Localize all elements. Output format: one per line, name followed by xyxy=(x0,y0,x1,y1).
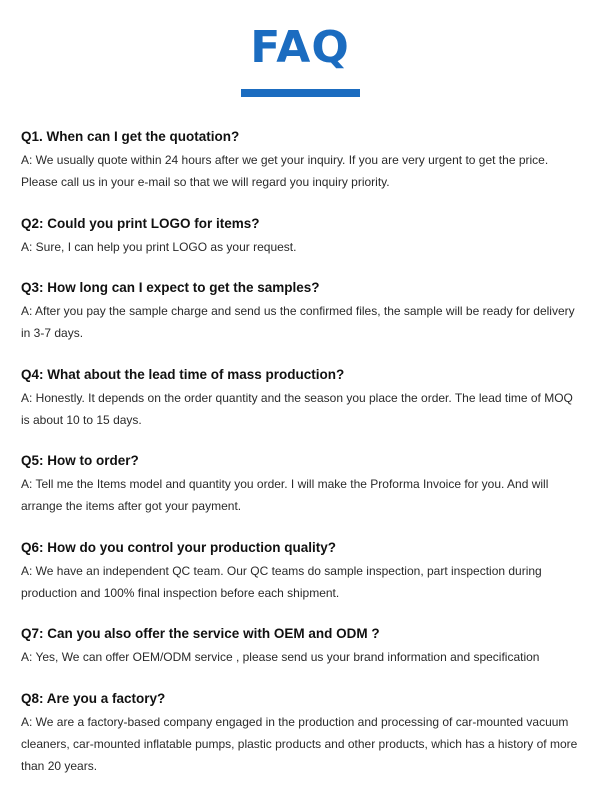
faq-list xyxy=(21,128,581,798)
faq-question: Q7: Can you also offer the service with OEM and ODM ? xyxy=(21,626,380,641)
faq-answer: A: We usually quote within 24 hours after we get your inquiry. If you are very urgent to get the price. Please call us in your e-mail so that we will regard you inquiry priority. xyxy=(21,153,549,189)
faq-item-4 xyxy=(21,366,581,431)
title-underline xyxy=(241,89,360,97)
faq-answer: A: Sure, I can help you print LOGO as your request. xyxy=(21,239,297,254)
faq-question: Q5: How to order? xyxy=(21,453,139,468)
faq-question: Q1. When can I get the quotation? xyxy=(21,129,240,144)
page-title: FAQ xyxy=(250,22,350,73)
faq-question: Q4: What about the lead time of mass production? xyxy=(21,366,345,382)
faq-question: Q6: How do you control your production quality? xyxy=(21,539,336,555)
faq-item-1 xyxy=(21,128,581,193)
faq-answer: A: Yes, We can offer OEM/ODM service , please send us your brand information and specification xyxy=(21,650,540,664)
faq-answer: A: After you pay the sample charge and send us the confirmed files, the sample will be ready for delivery in 3-7 days. xyxy=(21,304,575,340)
faq-item-2 xyxy=(21,215,581,258)
faq-item-8 xyxy=(21,690,581,777)
faq-item-6 xyxy=(21,539,581,604)
faq-item-7 xyxy=(21,625,581,668)
faq-answer: A: Honestly. It depends on the order quantity and the season you place the order. The lead time of MOQ is about 10 to 15 days. xyxy=(21,390,573,427)
faq-item-5 xyxy=(21,452,581,517)
faq-question: Q2: Could you print LOGO for items? xyxy=(21,215,260,231)
faq-answer: A: Tell me the Items model and quantity you order. I will make the Proforma Invoice for you. And will arrange the items after got your payment. xyxy=(21,477,549,513)
faq-item-3 xyxy=(21,279,581,344)
page-header xyxy=(0,22,600,74)
faq-answer: A: We are a factory-based company engaged in the production and processing of car-mounted vacuum cleaners, car-mounted inflatable pumps, plastic products and other products, which has a history of more than 20 years. xyxy=(21,714,578,773)
faq-question: Q8: Are you a factory? xyxy=(21,690,166,706)
faq-question: Q3: How long can I expect to get the samples? xyxy=(21,280,320,295)
faq-answer: A: We have an independent QC team. Our QC teams do sample inspection, part inspection during production and 100% final inspection before each shipment. xyxy=(21,563,542,600)
